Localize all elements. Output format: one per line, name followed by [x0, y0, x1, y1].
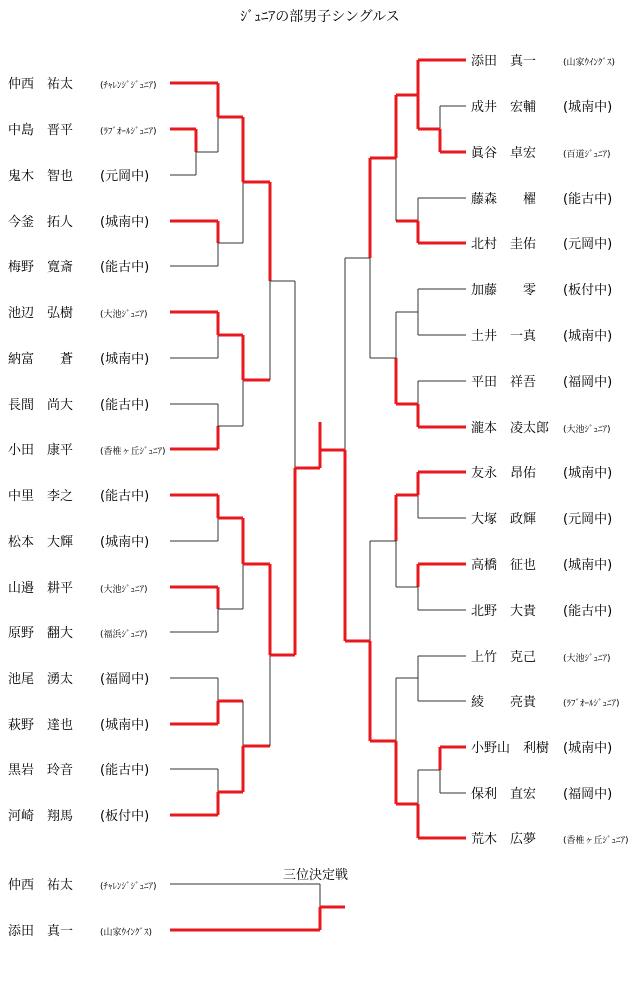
- player-name: 綾 亮貴: [471, 695, 537, 710]
- left-player-row: [8, 920, 152, 940]
- player-name: 北野 大貴: [471, 604, 537, 619]
- player-team: (大池ｼﾞｭﾆｱ): [100, 310, 148, 320]
- left-player-row: [8, 622, 148, 642]
- left-player-row: [8, 165, 149, 185]
- player-team: (福岡中): [100, 672, 150, 687]
- player-team: (城南中): [100, 718, 150, 733]
- left-player-row: [8, 805, 149, 825]
- player-team: (福岡中): [563, 375, 613, 390]
- player-name: 荒木 広夢: [471, 832, 537, 847]
- left-player-row: [8, 485, 149, 505]
- player-team: (元岡中): [100, 169, 150, 184]
- right-player-row: [471, 646, 611, 666]
- player-team: (能古中): [100, 489, 150, 504]
- left-player-row: [8, 348, 149, 368]
- right-player-row: [471, 600, 612, 620]
- left-player-row: [8, 577, 148, 597]
- player-team: (元岡中): [563, 237, 613, 252]
- left-player-row: [8, 119, 157, 139]
- player-name: 仲西 祐太: [8, 878, 74, 893]
- player-name: 長間 尚大: [8, 398, 74, 413]
- player-name: 今釜 拓人: [8, 215, 74, 230]
- right-player-row: [471, 462, 612, 482]
- right-player-row: [471, 325, 612, 345]
- player-name: 友永 昂佑: [471, 466, 537, 481]
- left-player-row: [8, 302, 148, 322]
- player-name: 小田 康平: [8, 443, 74, 458]
- right-player-row: [471, 783, 612, 803]
- player-team: (能古中): [100, 398, 150, 413]
- player-team: (能古中): [563, 192, 613, 207]
- player-name: 仲西 祐太: [8, 77, 74, 92]
- player-team: (城南中): [563, 741, 613, 756]
- player-name: 添田 真一: [471, 54, 537, 69]
- player-name: 高橋 征也: [471, 558, 537, 573]
- right-player-row: [471, 828, 629, 848]
- right-player-row: [471, 142, 611, 162]
- right-player-row: [471, 691, 620, 711]
- player-team: (香椎ヶ丘ｼﾞｭﾆｱ): [100, 447, 166, 457]
- player-team: (大池ｼﾞｭﾆｱ): [563, 425, 611, 435]
- player-team: (山家ｳｲﾝｸﾞｽ): [563, 58, 616, 68]
- right-player-row: [471, 737, 612, 757]
- left-player-row: [8, 714, 149, 734]
- player-name: 保利 直宏: [471, 787, 537, 802]
- right-player-row: [471, 554, 612, 574]
- player-team: (能古中): [100, 260, 150, 275]
- right-player-row: [471, 50, 615, 70]
- player-team: (城南中): [563, 558, 613, 573]
- right-player-row: [471, 279, 612, 299]
- player-name: 梅野 寛斎: [8, 260, 74, 275]
- player-name: 池辺 弘樹: [8, 306, 74, 321]
- player-team: (板付中): [563, 283, 613, 298]
- player-name: 鬼木 智也: [8, 169, 74, 184]
- player-name: 池尾 湧太: [8, 672, 74, 687]
- left-player-row: [8, 668, 149, 688]
- player-team: (城南中): [100, 215, 150, 230]
- player-team: (能古中): [563, 604, 613, 619]
- player-team: (福浜ｼﾞｭﾆｱ): [100, 630, 148, 640]
- right-player-row: [471, 96, 612, 116]
- player-name: 成井 宏輔: [471, 100, 537, 115]
- player-name: 河崎 翔馬: [8, 809, 74, 824]
- player-team: (ﾁｬﾚﾝｼﾞｼﾞｭﾆｱ): [100, 81, 157, 91]
- player-name: 添田 真一: [8, 924, 74, 939]
- player-name: 納富 蒼: [8, 352, 74, 367]
- player-team: (板付中): [100, 809, 150, 824]
- page-title: ｼﾞｭﾆｱの部男子シングルス: [240, 9, 400, 25]
- player-name: 小野山 利樹: [471, 741, 550, 756]
- player-team: (大池ｼﾞｭﾆｱ): [100, 585, 148, 595]
- player-name: 加藤 零: [471, 283, 537, 298]
- left-player-row: [8, 256, 149, 276]
- player-name: 瀧本 凌太郎: [471, 421, 550, 436]
- player-team: (ﾗﾌﾞｵｰﾙｼﾞｭﾆｱ): [563, 699, 620, 709]
- player-name: 土井 一真: [471, 329, 537, 344]
- right-player-row: [471, 417, 611, 437]
- player-team: (香椎ヶ丘ｼﾞｭﾆｱ): [563, 836, 629, 846]
- player-name: 中里 李之: [8, 489, 74, 504]
- player-team: (百道ｼﾞｭﾆｱ): [563, 150, 611, 160]
- player-team: (大池ｼﾞｭﾆｱ): [563, 654, 611, 664]
- left-player-row: [8, 211, 149, 231]
- player-name: 藤森 櫂: [471, 192, 537, 207]
- player-name: 萩野 達也: [8, 718, 74, 733]
- left-player-row: [8, 394, 149, 414]
- right-player-row: [471, 371, 612, 391]
- third-place-title: 三位決定戦: [283, 868, 349, 883]
- left-player-row: [8, 531, 149, 551]
- player-name: 中島 晋平: [8, 123, 74, 138]
- player-team: (ﾁｬﾚﾝｼﾞｼﾞｭﾆｱ): [100, 882, 157, 892]
- left-player-row: [8, 874, 157, 894]
- player-name: 松本 大輝: [8, 535, 74, 550]
- player-team: (城南中): [563, 100, 613, 115]
- player-name: 黒岩 玲音: [8, 763, 74, 778]
- player-name: 眞谷 卓宏: [471, 146, 537, 161]
- left-player-row: [8, 439, 166, 459]
- player-team: (城南中): [563, 329, 613, 344]
- player-team: (ﾗﾌﾞｵｰﾙｼﾞｭﾆｱ): [100, 127, 157, 137]
- player-name: 大塚 政輝: [471, 512, 537, 527]
- player-name: 上竹 克己: [471, 650, 537, 665]
- player-team: (城南中): [100, 535, 150, 550]
- right-player-row: [471, 188, 612, 208]
- left-player-row: [8, 73, 157, 93]
- left-player-row: [8, 759, 149, 779]
- player-team: (福岡中): [563, 787, 613, 802]
- player-team: (城南中): [563, 466, 613, 481]
- player-team: (山家ｳｲﾝｸﾞｽ): [100, 928, 153, 938]
- player-name: 北村 圭佑: [471, 237, 537, 252]
- player-name: 原野 翻大: [8, 626, 74, 641]
- player-team: (能古中): [100, 763, 150, 778]
- right-player-row: [471, 233, 612, 253]
- right-player-row: [471, 508, 612, 528]
- player-name: 山邉 耕平: [8, 581, 74, 596]
- player-team: (元岡中): [563, 512, 613, 527]
- player-team: (城南中): [100, 352, 150, 367]
- player-name: 平田 祥吾: [471, 375, 537, 390]
